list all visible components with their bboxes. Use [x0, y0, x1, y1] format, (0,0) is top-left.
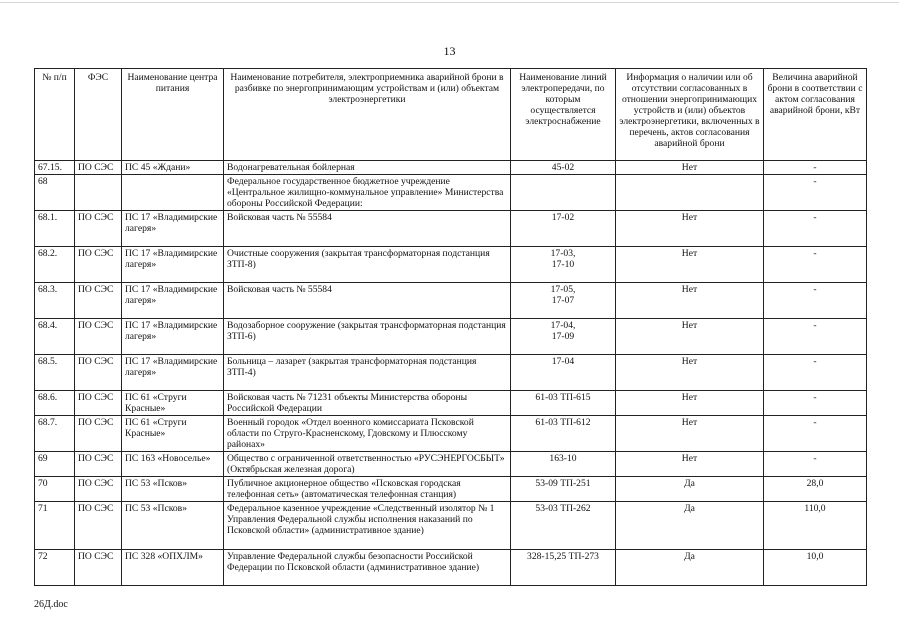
cell-fes: ПО СЭС: [75, 502, 122, 550]
table-row: [35, 550, 867, 586]
cell-info: Нет: [616, 391, 764, 416]
cell-lines: [511, 175, 616, 211]
cell-info: Нет: [616, 247, 764, 283]
cell-fes: ПО СЭС: [75, 355, 122, 391]
cell-center: ПС 17 «Владимирские лагеря»: [122, 283, 224, 319]
cell-lines: 45-02: [511, 161, 616, 175]
cell-consumer: Войсковая часть № 55584: [224, 211, 511, 247]
cell-lines: 17-05, 17-07: [511, 283, 616, 319]
cell-value: -: [764, 247, 867, 283]
cell-consumer: Водозаборное сооружение (закрытая трансформаторная подстанция ЗТП-6): [224, 319, 511, 355]
cell-info: Нет: [616, 161, 764, 175]
table-row: [35, 391, 867, 416]
header-consumer: Наименование потребителя, электроприемника аварийной брони в разбивке по энергопринимающим устройствам и (или) объектам электроэнергетики: [224, 69, 511, 161]
cell-info: Да: [616, 502, 764, 550]
cell-consumer: Федеральное государственное бюджетное учреждение «Центральное жилищно-коммунальное управление» Министерства обороны Российской Федерации:: [224, 175, 511, 211]
cell-consumer: Военный городок «Отдел военного комиссариата Псковской области по Струго-Красненскому, Гдовскому и Плюсскому районах»: [224, 416, 511, 452]
cell-consumer: Общество с ограниченной ответственностью «РУСЭНЕРГОСБЫТ» (Октябрьская железная дорога): [224, 452, 511, 477]
cell-num: 68.2.: [35, 247, 75, 283]
cell-lines: 53-09 ТП-251: [511, 477, 616, 502]
cell-value: 28,0: [764, 477, 867, 502]
cell-center: ПС 53 «Псков»: [122, 477, 224, 502]
table-row: [35, 247, 867, 283]
cell-value: 110,0: [764, 502, 867, 550]
cell-num: 71: [35, 502, 75, 550]
cell-num: 69: [35, 452, 75, 477]
cell-center: [122, 175, 224, 211]
cell-num: 68.4.: [35, 319, 75, 355]
cell-fes: ПО СЭС: [75, 550, 122, 586]
cell-lines: 163-10: [511, 452, 616, 477]
table-row: [35, 319, 867, 355]
cell-num: 68.1.: [35, 211, 75, 247]
cell-center: ПС 17 «Владимирские лагеря»: [122, 355, 224, 391]
cell-consumer: Водонагревательная бойлерная: [224, 161, 511, 175]
header-info: Информация о наличии или об отсутствии согласованных в отношении энергопринимающих устройств и (или) объектов электроэнергетики, включенных в перечень, актов согласования аварийной брони: [616, 69, 764, 161]
cell-num: 67.15.: [35, 161, 75, 175]
cell-value: -: [764, 391, 867, 416]
cell-center: ПС 17 «Владимирские лагеря»: [122, 247, 224, 283]
cell-info: Нет: [616, 355, 764, 391]
cell-fes: [75, 175, 122, 211]
cell-center: ПС 163 «Новоселье»: [122, 452, 224, 477]
cell-fes: ПО СЭС: [75, 211, 122, 247]
cell-lines: 53-03 ТП-262: [511, 502, 616, 550]
cell-value: -: [764, 283, 867, 319]
cell-value: 10,0: [764, 550, 867, 586]
cell-lines: 17-04, 17-09: [511, 319, 616, 355]
cell-lines: 61-03 ТП-612: [511, 416, 616, 452]
cell-fes: ПО СЭС: [75, 477, 122, 502]
cell-center: ПС 328 «ОПХЛМ»: [122, 550, 224, 586]
cell-lines: 17-04: [511, 355, 616, 391]
cell-info: [616, 175, 764, 211]
cell-fes: ПО СЭС: [75, 319, 122, 355]
table-row: [35, 355, 867, 391]
cell-consumer: Войсковая часть № 55584: [224, 283, 511, 319]
cell-num: 68.5.: [35, 355, 75, 391]
cell-center: ПС 17 «Владимирские лагеря»: [122, 211, 224, 247]
cell-fes: ПО СЭС: [75, 416, 122, 452]
cell-num: 68.7.: [35, 416, 75, 452]
cell-lines: 17-02: [511, 211, 616, 247]
cell-consumer: Управление Федеральной службы безопасности Российской Федерации по Псковской области (административное здание): [224, 550, 511, 586]
cell-center: ПС 17 «Владимирские лагеря»: [122, 319, 224, 355]
cell-consumer: Федеральное казенное учреждение «Следственный изолятор № 1 Управления Федеральной службы исполнения наказаний по Псковской области» (административное здание): [224, 502, 511, 550]
cell-center: ПС 53 «Псков»: [122, 502, 224, 550]
cell-num: 70: [35, 477, 75, 502]
table-row: [35, 477, 867, 502]
header-center: Наименование центра питания: [122, 69, 224, 161]
cell-lines: 61-03 ТП-615: [511, 391, 616, 416]
cell-info: Нет: [616, 283, 764, 319]
cell-info: Нет: [616, 452, 764, 477]
cell-center: ПС 61 «Струги Красные»: [122, 391, 224, 416]
cell-value: -: [764, 355, 867, 391]
reserve-table: [34, 68, 867, 586]
table-body: [35, 161, 867, 586]
cell-value: -: [764, 416, 867, 452]
cell-lines: 17-03, 17-10: [511, 247, 616, 283]
cell-fes: ПО СЭС: [75, 161, 122, 175]
cell-center: ПС 45 «Ждани»: [122, 161, 224, 175]
table-row: [35, 416, 867, 452]
table-row: [35, 161, 867, 175]
cell-consumer: Очистные сооружения (закрытая трансформаторная подстанция ЗТП-8): [224, 247, 511, 283]
scan-edge-top: [0, 2, 899, 3]
header-fes: ФЭС: [75, 69, 122, 161]
cell-value: -: [764, 452, 867, 477]
cell-fes: ПО СЭС: [75, 283, 122, 319]
cell-consumer: Публичное акционерное общество «Псковская городская телефонная сеть» (автоматическая телефонная станция): [224, 477, 511, 502]
cell-fes: ПО СЭС: [75, 391, 122, 416]
cell-info: Да: [616, 477, 764, 502]
header-value: Величина аварийной брони в соответствии с актом согласования аварийной брони, кВт: [764, 69, 867, 161]
table-row: [35, 502, 867, 550]
cell-num: 68.6.: [35, 391, 75, 416]
footer-filename: 26Д.doc: [34, 599, 68, 610]
cell-fes: ПО СЭС: [75, 247, 122, 283]
cell-num: 72: [35, 550, 75, 586]
header-lines: Наименование линий электропередачи, по которым осуществляется электроснабжение: [511, 69, 616, 161]
cell-info: Нет: [616, 211, 764, 247]
cell-center: ПС 61 «Струги Красные»: [122, 416, 224, 452]
cell-info: Нет: [616, 319, 764, 355]
table-row: [35, 452, 867, 477]
table-row: [35, 175, 867, 211]
cell-value: -: [764, 319, 867, 355]
cell-consumer: Войсковая часть № 71231 объекты Министерства обороны Российской Федерации: [224, 391, 511, 416]
cell-consumer: Больница – лазарет (закрытая трансформаторная подстанция ЗТП-4): [224, 355, 511, 391]
cell-num: 68: [35, 175, 75, 211]
page-number: 13: [443, 44, 456, 58]
cell-num: 68.3.: [35, 283, 75, 319]
cell-fes: ПО СЭС: [75, 452, 122, 477]
header-num: № п/п: [35, 69, 75, 161]
cell-info: Да: [616, 550, 764, 586]
cell-info: Нет: [616, 416, 764, 452]
table-row: [35, 283, 867, 319]
cell-value: -: [764, 211, 867, 247]
cell-lines: 328-15,25 ТП-273: [511, 550, 616, 586]
cell-value: -: [764, 175, 867, 211]
cell-value: -: [764, 161, 867, 175]
table-row: [35, 211, 867, 247]
table-header-row: [35, 69, 867, 161]
